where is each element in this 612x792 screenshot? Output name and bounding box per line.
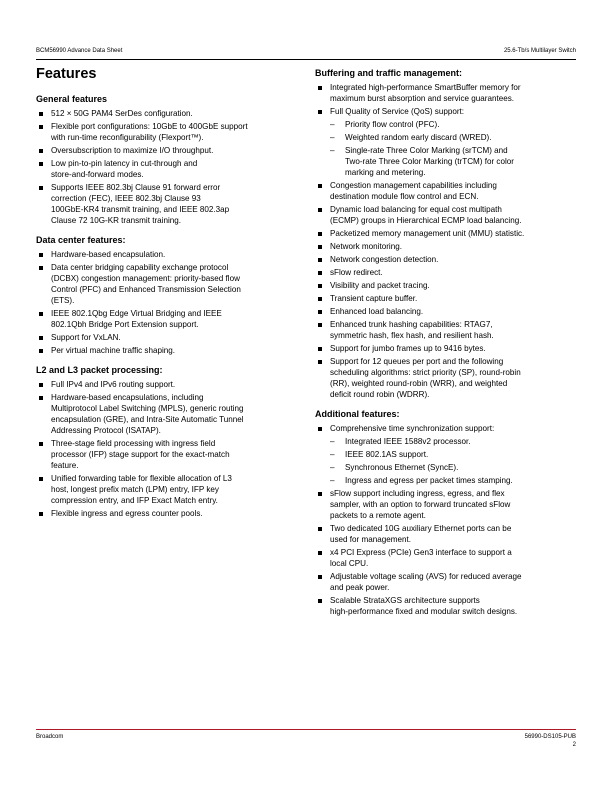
feature-section xyxy=(315,67,577,400)
sub-list-item-text: Synchronous Ethernet (SyncE). xyxy=(345,463,459,472)
footer-doc-number: 56990-DS105-PUB xyxy=(524,734,576,740)
list-item xyxy=(36,262,298,306)
dash-icon: – xyxy=(330,146,335,155)
bullet-icon xyxy=(39,383,43,387)
header-product-name: 25.6-Tb/s Multilayer Switch xyxy=(503,48,576,54)
feature-section xyxy=(36,364,298,519)
list-item-text: Hardware-based encapsulation. xyxy=(51,250,166,259)
bullet-icon xyxy=(318,575,322,579)
list-item-text: Visibility and packet tracing. xyxy=(330,281,430,290)
bullet-icon xyxy=(39,512,43,516)
bullet-icon xyxy=(39,162,43,166)
list-item-text: Network monitoring. xyxy=(330,242,402,251)
list-item-text: Network congestion detection. xyxy=(330,255,439,264)
bullet-icon xyxy=(39,442,43,446)
list-item-text: Support for 12 queues per port and the following scheduling algorithms: strict priority (SP), round-robin (RR), weighted round-robin (WRR), and weighted deficit round robin (WDRR). xyxy=(330,357,521,399)
bullet-icon xyxy=(39,149,43,153)
dash-icon: – xyxy=(330,120,335,129)
list-item-text: Two dedicated 10G auxiliary Ethernet ports can be used for management. xyxy=(330,524,512,544)
bullet-icon xyxy=(318,492,322,496)
bullet-icon xyxy=(318,360,322,364)
section-heading: L2 and L3 packet processing: xyxy=(36,365,163,375)
list-item xyxy=(36,158,298,180)
list-item-text: Flexible port configurations: 10GbE to 400GbE support with run-time reconfigurability (Flexport™). xyxy=(51,122,248,142)
list-item-text: Support for jumbo frames up to 9416 bytes. xyxy=(330,344,486,353)
sub-list-item-text: Single-rate Three Color Marking (srTCM) and Two-rate Three Color Marking (trTCM) for color marking and metering. xyxy=(345,146,514,177)
footer-page-number: 2 xyxy=(572,742,576,748)
list-item-text: Per virtual machine traffic shaping. xyxy=(51,346,176,355)
list-item xyxy=(315,423,577,434)
list-item xyxy=(36,145,298,156)
feature-section xyxy=(36,234,298,356)
sub-list-item xyxy=(315,145,577,178)
list-item xyxy=(315,241,577,252)
sub-list-item xyxy=(315,462,577,473)
bullet-icon xyxy=(39,253,43,257)
sub-list-item-text: Priority flow control (PFC). xyxy=(345,120,440,129)
list-item-text: Full IPv4 and IPv6 routing support. xyxy=(51,380,176,389)
list-item-text: sFlow redirect. xyxy=(330,268,383,277)
list-item xyxy=(315,228,577,239)
list-item xyxy=(36,345,298,356)
bullet-icon xyxy=(39,477,43,481)
bullet-icon xyxy=(318,271,322,275)
sub-list-item-text: Weighted random early discard (WRED). xyxy=(345,133,492,142)
dash-icon: – xyxy=(330,463,335,472)
list-item-text: Adjustable voltage scaling (AVS) for reduced average and peak power. xyxy=(330,572,522,592)
list-item xyxy=(315,488,577,521)
bullet-icon xyxy=(39,112,43,116)
bullet-icon xyxy=(318,232,322,236)
list-item xyxy=(315,293,577,304)
dash-icon: – xyxy=(330,450,335,459)
list-item xyxy=(36,332,298,343)
bullet-icon xyxy=(39,336,43,340)
sub-list-item xyxy=(315,449,577,460)
sub-list-item-text: IEEE 802.1AS support. xyxy=(345,450,429,459)
list-item-text: Support for VxLAN. xyxy=(51,333,121,342)
bullet-icon xyxy=(39,266,43,270)
bullet-icon xyxy=(318,258,322,262)
list-item xyxy=(315,595,577,617)
list-item xyxy=(36,121,298,143)
bullet-icon xyxy=(318,551,322,555)
list-item xyxy=(315,254,577,265)
page-title: Features xyxy=(36,66,97,82)
list-item-text: Unified forwarding table for flexible allocation of L3 host, longest prefix match (LPM) entry, IFP key compression entry, and IFP Exact Match entry. xyxy=(51,474,232,505)
section-heading: Buffering and traffic management: xyxy=(315,68,463,78)
list-item-text: Comprehensive time synchronization support: xyxy=(330,424,495,433)
list-item-text: 512 × 50G PAM4 SerDes configuration. xyxy=(51,109,193,118)
footer-right xyxy=(525,733,576,749)
list-item xyxy=(36,473,298,506)
list-item xyxy=(36,379,298,390)
list-item xyxy=(315,547,577,569)
list-item xyxy=(315,280,577,291)
list-item xyxy=(36,438,298,471)
list-item xyxy=(315,106,577,117)
bullet-icon xyxy=(39,312,43,316)
list-item xyxy=(315,204,577,226)
list-item-text: Low pin-to-pin latency in cut-through and store-and-forward modes. xyxy=(51,159,198,179)
list-item xyxy=(315,523,577,545)
dash-icon: – xyxy=(330,437,335,446)
list-item xyxy=(36,508,298,519)
list-item-text: Hardware-based encapsulations, including Multiprotocol Label Switching (MPLS), generic routing encapsulation (GRE), and Intra-Site Automatic Tunnel Addressing Protocol (ISATAP). xyxy=(51,393,244,435)
feature-section xyxy=(315,408,577,617)
left-column xyxy=(36,93,298,527)
sub-list-item xyxy=(315,475,577,486)
bullet-icon xyxy=(318,208,322,212)
bullet-icon xyxy=(318,323,322,327)
list-item-text: Congestion management capabilities including destination module flow control and ECN. xyxy=(330,181,497,201)
list-item xyxy=(315,180,577,202)
list-item xyxy=(36,392,298,436)
bullet-icon xyxy=(39,396,43,400)
list-item xyxy=(315,571,577,593)
bullet-icon xyxy=(318,599,322,603)
bullet-icon xyxy=(318,284,322,288)
header-divider xyxy=(36,59,576,60)
sub-list-item xyxy=(315,119,577,130)
list-item-text: Enhanced load balancing. xyxy=(330,307,424,316)
section-heading: Additional features: xyxy=(315,409,400,419)
list-item-text: Integrated high-performance SmartBuffer memory for maximum burst absorption and service guarantees. xyxy=(330,83,521,103)
list-item-text: Full Quality of Service (QoS) support: xyxy=(330,107,465,116)
sub-list-item-text: Integrated IEEE 1588v2 processor. xyxy=(345,437,471,446)
feature-section xyxy=(36,93,298,226)
bullet-icon xyxy=(39,186,43,190)
list-item xyxy=(315,306,577,317)
list-item-text: sFlow support including ingress, egress, and flex sampler, with an option to forward truncated sFlow packets to a remote agent. xyxy=(330,489,511,520)
dash-icon: – xyxy=(330,476,335,485)
bullet-icon xyxy=(318,184,322,188)
list-item xyxy=(315,82,577,104)
footer-divider xyxy=(36,729,576,730)
list-item-text: Packetized memory management unit (MMU) statistic. xyxy=(330,229,525,238)
list-item xyxy=(36,249,298,260)
bullet-icon xyxy=(39,125,43,129)
footer-company: Broadcom xyxy=(36,734,64,740)
bullet-icon xyxy=(318,347,322,351)
list-item xyxy=(36,182,298,226)
sub-list-item xyxy=(315,132,577,143)
list-item-text: Dynamic load balancing for equal cost multipath (ECMP) groups in Hierarchical ECMP load balancing. xyxy=(330,205,522,225)
dash-icon: – xyxy=(330,133,335,142)
bullet-icon xyxy=(318,297,322,301)
header-doc-title: BCM56990 Advance Data Sheet xyxy=(36,48,123,54)
list-item-text: x4 PCI Express (PCIe) Gen3 interface to support a local CPU. xyxy=(330,548,512,568)
list-item xyxy=(36,108,298,119)
bullet-icon xyxy=(318,527,322,531)
bullet-icon xyxy=(318,427,322,431)
list-item xyxy=(315,319,577,341)
list-item-text: IEEE 802.1Qbg Edge Virtual Bridging and IEEE 802.1Qbh Bridge Port Extension support. xyxy=(51,309,222,329)
right-column xyxy=(315,67,577,625)
list-item xyxy=(36,308,298,330)
list-item xyxy=(315,343,577,354)
list-item-text: Data center bridging capability exchange protocol (DCBX) congestion management: priority-based flow Control (PFC) and Enhanced Transmission Selection (ETS). xyxy=(51,263,241,305)
bullet-icon xyxy=(318,245,322,249)
section-heading: General features xyxy=(36,94,108,104)
bullet-icon xyxy=(318,86,322,90)
list-item-text: Three-stage field processing with ingress field processor (IFP) stage support for the exact-match feature. xyxy=(51,439,230,470)
bullet-icon xyxy=(318,310,322,314)
list-item xyxy=(315,267,577,278)
bullet-icon xyxy=(318,110,322,114)
list-item xyxy=(315,356,577,400)
section-heading: Data center features: xyxy=(36,235,126,245)
list-item-text: Supports IEEE 802.3bj Clause 91 forward error correction (FEC), IEEE 802.3bj Clause 93 100GbE-KR4 transmit training, and IEEE 802.3ap Clause 72 10G-KR transmit training. xyxy=(51,183,230,225)
sub-list-item-text: Ingress and egress per packet times stamping. xyxy=(345,476,513,485)
list-item-text: Flexible ingress and egress counter pools. xyxy=(51,509,203,518)
list-item-text: Oversubscription to maximize I/O throughput. xyxy=(51,146,214,155)
list-item-text: Enhanced trunk hashing capabilities: RTAG7, symmetric hash, flex hash, and resilient hash. xyxy=(330,320,494,340)
list-item-text: Transient capture buffer. xyxy=(330,294,418,303)
sub-list-item xyxy=(315,436,577,447)
bullet-icon xyxy=(39,349,43,353)
list-item-text: Scalable StrataXGS architecture supports high-performance fixed and modular switch designs. xyxy=(330,596,518,616)
